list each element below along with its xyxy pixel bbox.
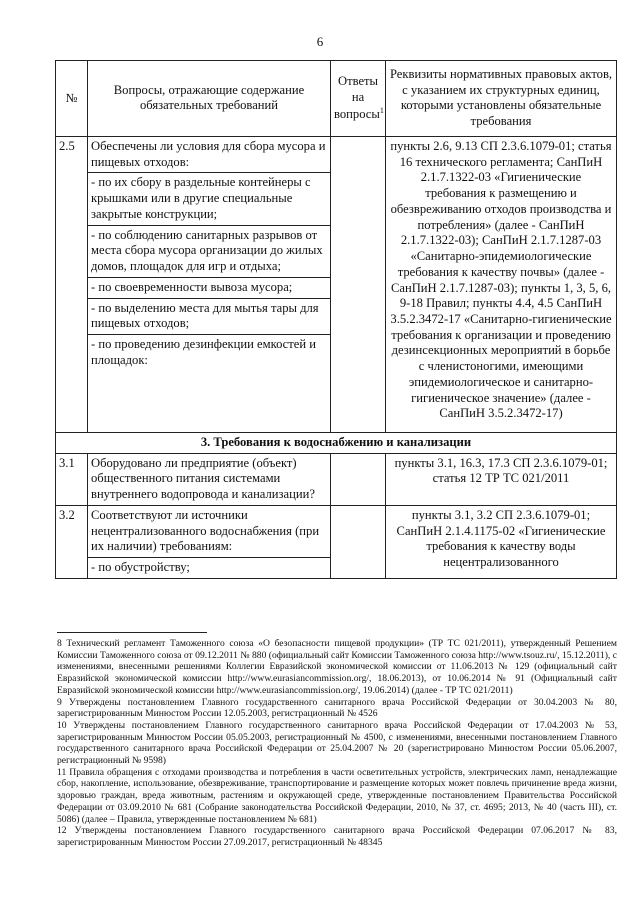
answer-cell[interactable] (331, 136, 386, 432)
footnote: 8 Технический регламент Таможенного союза «О безопасности пищевой продукции» (ТР ТС 021/2011), утвержденный Решением Комиссии Таможенного союза от 09.12.2011 № 880 (официальный сайт Комиссии Таможенного союза http://www.tsouz.ru/, 15.12.2011), с изменениями, внесенными решениями Коллегии Евразийской экономической комиссии от 11.06.2013 № 129 (официальный сайт Евразийской экономической комиссии http://www.eurasiancommission.org/, 18.06.2013), от 10.06.2014 № 91 (Официальный сайт Евразийской экономической комиссии http://www.eurasiancommission.org/, 19.06.2014) (далее - ТР ТС 021/2011) (57, 638, 617, 696)
row-number: 3.2 (56, 505, 88, 578)
table-header-row (56, 61, 617, 137)
question-cell (88, 136, 331, 432)
question-main: Обеспечены ли условия для сбора мусора и пищевых отходов: (91, 138, 326, 169)
footnote: 10 Утверждены постановлением Главного государственного санитарного врача Российской Федерации от 17.04.2003 № 53, зарегистрированным Минюстом России 05.05.2003, регистрационный № 4500, с изменениями, внесенными постановлением Главного государственного санитарного врача Российской Федерации от 25.04.2007 № 20 (зарегистрировано Минюстом России 05.06.2007, регистрационный № 9598) (57, 719, 617, 767)
page-number: 6 (316, 34, 324, 49)
question-sub: - по выделению места для мытья тары для пищевых отходов; (88, 298, 330, 334)
section-row (56, 432, 617, 453)
table-row (56, 453, 617, 505)
header-num: № (56, 61, 88, 137)
refs-cell: пункты 3.1, 16.3, 17.3 СП 2.3.6.1079-01; статья 12 ТР ТС 021/2011 (386, 453, 617, 505)
question-cell: Оборудовано ли предприятие (объект) общественного питания системами внутреннего водопровода и канализации? (88, 453, 331, 505)
question-sub: - по обустройству; (88, 557, 330, 578)
question-cell (88, 505, 331, 578)
question-sub: - по проведению дезинфекции емкостей и площадок: (88, 334, 330, 370)
footnote: 9 Утверждены постановлением Главного государственного санитарного врача Российской Федерации от 30.04.2003 № 80, зарегистрированным Минюстом России 12.05.2003, регистрационный № 4526 (57, 696, 617, 720)
answer-cell[interactable] (331, 453, 386, 505)
answer-cell[interactable] (331, 505, 386, 578)
footnotes (57, 638, 617, 849)
requirements-table (55, 60, 617, 579)
header-questions: Вопросы, отражающие содержание обязательных требований (88, 61, 331, 137)
row-number: 2.5 (56, 136, 88, 432)
question-sub: - по соблюдению санитарных разрывов от места сбора мусора организации до жилых домов, площадок для игр и отдыха; (88, 225, 330, 277)
table-row (56, 505, 617, 578)
header-refs: Реквизиты нормативных правовых актов, с указанием их структурных единиц, которыми установлены обязательные требования (386, 61, 617, 137)
row-number: 3.1 (56, 453, 88, 505)
question-sub: - по их сбору в раздельные контейнеры с крышками или в другие специальные закрытые конструкции; (88, 172, 330, 224)
refs-cell: пункты 3.1, 3.2 СП 2.3.6.1079-01; СанПиН 2.1.4.1175-02 «Гигиенические требования к качеству воды нецентрализованного (386, 505, 617, 578)
footnote-divider (57, 632, 207, 633)
table-row (56, 136, 617, 432)
section-title: 3. Требования к водоснабжению и канализации (56, 432, 617, 453)
question-sub: - по своевременности вывоза мусора; (88, 277, 330, 298)
header-answers: Ответы на вопросы$^1$ (331, 61, 386, 137)
footnote: 12 Утверждены постановлением Главного государственного санитарного врача Российской Федерации 07.06.2017 № 83, зарегистрированным Минюстом России 27.09.2017, регистрационный № 48345 (57, 825, 617, 848)
footnote: 11 Правила обращения с отходами производства и потребления в части осветительных устройств, электрических ламп, ненадлежащие сбор, накопление, использование, обезвреживание, транспортирование и размещение которых может повлечь причинение вреда жизни, здоровью граждан, вреда животным, растениям и окружающей среде, утвержденные постановлением Правительства Российской Федерации от 03.09.2010 № 681 (Собрание законодательства Российской Федерации, 2010, № 37, ст. 4695; 2013, № 40 (часть III), ст. 5086) (далее – Правила, утвержденные постановлением № 681) (57, 766, 617, 825)
refs-cell: пункты 2.6, 9.13 СП 2.3.6.1079-01; статья 16 технического регламента; СанПиН 2.1.7.1322-03 «Гигиенические требования к размещению и обезвреживанию отходов производства и потребления» (далее - СанПиН 2.1.7.1322-03); СанПиН 2.1.7.1287-03 «Санитарно-эпидемиологические требования к качеству почвы» (далее - СанПиН 2.1.7.1287-03); пункты 1, 3, 5, 6, 9-18 Правил; пункты 4.4, 4.5 СанПиН 3.5.2.3472-17 «Санитарно-гигиенические требования к организации и проведению дезинсекционных мероприятий в борьбе с членистоногими, имеющими эпидемиологическое и санитарно-гигиеническое значение» (далее - СанПиН 3.5.2.3472-17) (386, 136, 617, 432)
question-main: Соответствуют ли источники нецентрализованного водоснабжения (при их наличии) требованиям: (91, 507, 320, 554)
